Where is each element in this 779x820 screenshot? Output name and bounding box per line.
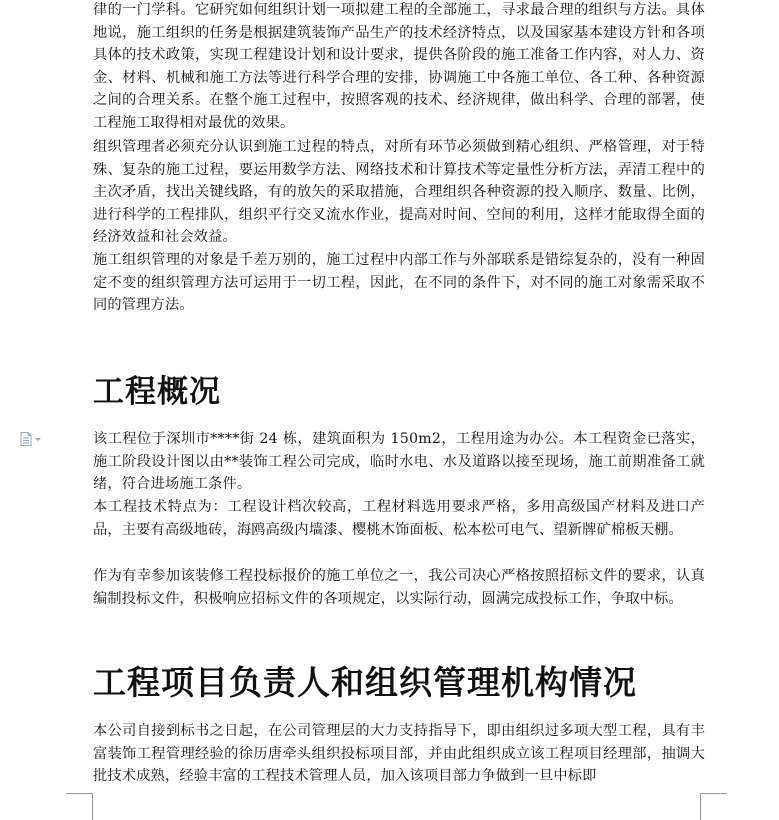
manager-paragraph-1: 本公司自接到标书之日起，在公司管理层的大力支持指导下，即由组织过多项大型工程，具有丰富装饰工程管理经验的徐历唐牵头组织投标项目部，并由此组织成立该工程项目经理部，抽调大批技术成熟，经验丰富的工程技术管理人员，加入该项目部力争做到一旦中标即 (93, 723, 705, 784)
section-heading-project-manager: 工程项目负责人和组织管理机构情况 (93, 663, 637, 702)
overview-paragraph-3: 作为有幸参加该装修工程投标报价的施工单位之一，我公司决心严格按照招标文件的要求，认真编制投标文件，积极响应招标文件的各项规定，以实际行动，圆满完成投标工作，争取中标。 (93, 568, 705, 607)
document-icon-svg (20, 432, 42, 446)
intro-paragraph-2: 组织管理者必须充分认识到施工过程的特点，对所有环节必须做到精心组织、严格管理，对于特殊、复杂的施工过程，要运用数学方法、网络技术和计算技术等定量性分析方法，弄清工程中的主次矛盾，找出关键线路，有的放矢的采取措施，合理组织各种资源的投入顺序、数量、比例，进行科学的工程排队，组织平行交叉流水作业，提高对时间、空间的利用，这样才能取得全面的经济效益和社会效益。 (93, 139, 705, 245)
section-heading-project-overview: 工程概况 (93, 374, 221, 410)
intro-paragraph-3: 施工组织管理的对象是千差万别的，施工过程中内部工作与外部联系是错综复杂的，没有一种固定不变的组织管理方法可运用于一切工程，因此，在不同的条件下，对不同的施工对象需采取不同的管理方法。 (93, 252, 705, 313)
overview-paragraph-2: 本工程技术特点为：工程设计档次较高，工程材料选用要求严格，多用高级国产材料及进口产品，主要有高级地砖，海鸥高级内墙漆、樱桃木饰面板、松本松可电气、望新牌矿棉板天棚。 (93, 499, 705, 538)
document-icon[interactable] (20, 431, 42, 445)
page-corner-mark-right (700, 793, 727, 820)
overview-paragraph-1: 该工程位于深圳市****街 24 栋，建筑面积为 150m2，工程用途为办公。本工程资金已落实，施工阶段设计图以由**装饰工程公司完成，临时水电、水及道路以接至现场，施工前期准备工就绪，符合进场施工条件。 (93, 431, 705, 492)
page-corner-mark-left (66, 793, 93, 820)
intro-paragraph-1: 律的一门学科。它研究如何组织计划一项拟建工程的全部施工，寻求最合理的组织与方法。具体地说，施工组织的任务是根据建筑装饰产品生产的技术经济特点，以及国家基本建设方针和各项具体的技术政策，实现工程建设计划和设计要求，提供各阶段的施工准备工作内容，对人力、资金、材料、机械和施工方法等进行科学合理的安排，协调施工中各施工单位、各工种、各种资源之间的合理关系。在整个施工过程中，按照客观的技术、经济规律，做出科学、合理的部署，使工程施工取得相对最优的效果。 (93, 2, 705, 131)
